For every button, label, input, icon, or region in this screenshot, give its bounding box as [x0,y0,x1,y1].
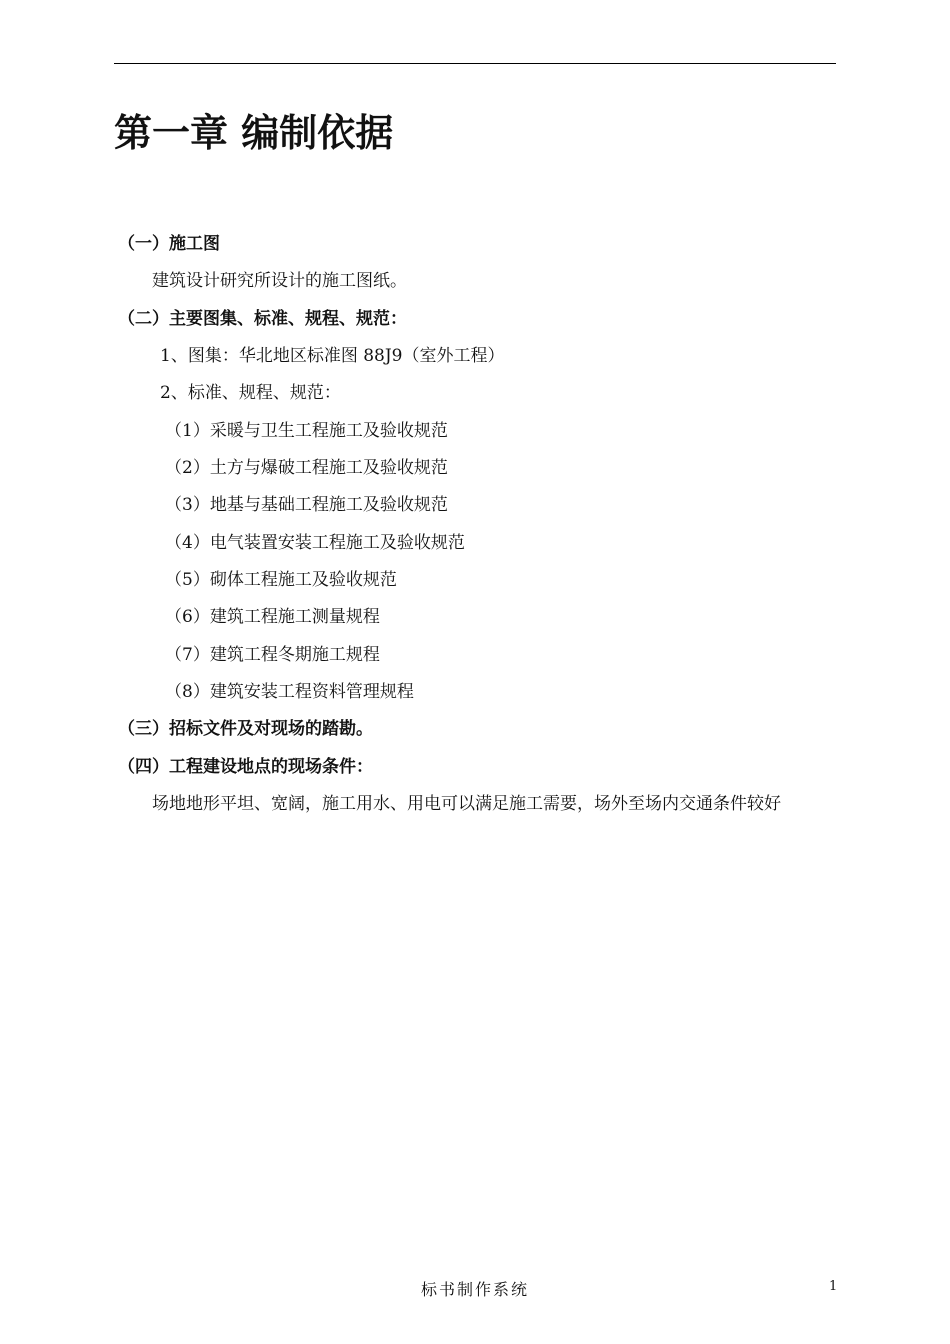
section-3-heading: （三）招标文件及对现场的踏勘。 [118,719,373,739]
standard-list-item: （5）砌体工程施工及验收规范 [165,570,397,590]
section-4-heading: （四）工程建设地点的现场条件： [118,757,373,777]
atlas-item: 1、图集：华北地区标准图 88J9（室外工程） [160,346,505,366]
standard-list-item: （7）建筑工程冬期施工规程 [165,645,380,665]
page-number: 1 [829,1279,838,1294]
section-1-text: 建筑设计研究所设计的施工图纸。 [152,271,407,291]
standard-list-item: （6）建筑工程施工测量规程 [165,607,380,627]
standard-list-item: （3）地基与基础工程施工及验收规范 [165,495,448,515]
section-4-text: 场地地形平坦、宽阔，施工用水、用电可以满足施工需要，场外至场内交通条件较好 [152,794,781,814]
standard-list-item: （4）电气装置安装工程施工及验收规范 [165,533,465,553]
standard-list-item: （2）土方与爆破工程施工及验收规范 [165,458,448,478]
section-1-heading: （一）施工图 [118,234,220,254]
section-2-heading: （二）主要图集、标准、规程、规范： [118,309,407,329]
footer-text: 标书制作系统 [420,1280,529,1299]
standard-list-item: （8）建筑安装工程资料管理规程 [165,682,414,702]
standard-list-item: （1）采暖与卫生工程施工及验收规范 [165,421,448,441]
header-rule [114,63,836,64]
chapter-title: 第一章 编制依据 [114,111,394,155]
standards-item: 2、标准、规程、规范： [160,383,341,403]
